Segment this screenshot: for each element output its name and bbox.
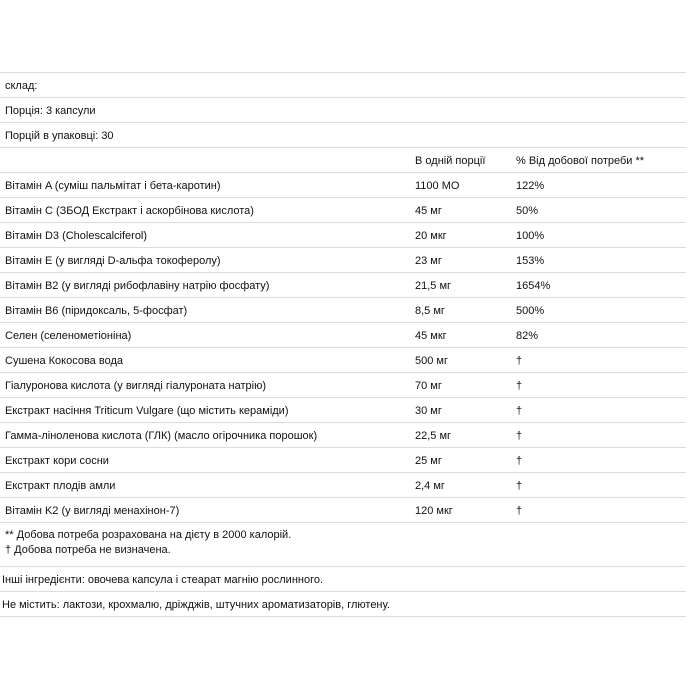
ingredient-amount: 20 мкг bbox=[415, 230, 447, 242]
ingredient-amount: 8,5 мг bbox=[415, 305, 445, 317]
ingredient-daily-value: 50% bbox=[516, 205, 539, 217]
table-header-row bbox=[0, 147, 686, 172]
column-header-amount: В одній порції bbox=[415, 155, 486, 167]
table-row bbox=[0, 197, 686, 222]
ingredient-daily-value: † bbox=[516, 455, 523, 467]
ingredient-amount: 23 мг bbox=[415, 255, 442, 267]
composition-header-row bbox=[0, 72, 686, 97]
ingredient-amount: 1100 МО bbox=[415, 180, 460, 192]
ingredient-name: Вітамін B2 (у вигляді рибофлавіну натрію фосфату) bbox=[5, 280, 270, 292]
table-row bbox=[0, 222, 686, 247]
composition-label: склад: bbox=[5, 80, 38, 92]
ingredient-amount: 70 мг bbox=[415, 380, 442, 392]
ingredient-daily-value: 153% bbox=[516, 255, 545, 267]
ingredient-daily-value: 82% bbox=[516, 330, 539, 342]
column-header-daily-value: % Від добової потреби ** bbox=[516, 155, 645, 167]
ingredient-amount: 45 мкг bbox=[415, 330, 447, 342]
ingredient-name: Вітамін C (ЗБОД Екстракт і аскорбінова кислота) bbox=[5, 205, 254, 217]
table-row bbox=[0, 497, 686, 522]
table-row bbox=[0, 272, 686, 297]
serving-size-row bbox=[0, 97, 686, 122]
ingredient-amount: 500 мг bbox=[415, 355, 448, 367]
other-ingredients: Інші інгредієнти: овочева капсула і стеарат магнію рослинного. bbox=[2, 574, 324, 586]
ingredient-daily-value: † bbox=[516, 355, 523, 367]
table-row bbox=[0, 422, 686, 447]
table-row bbox=[0, 172, 686, 197]
ingredient-amount: 22,5 мг bbox=[415, 430, 452, 442]
ingredient-name: Вітамін A (суміш пальмітат і бета-каротин) bbox=[5, 180, 221, 192]
ingredient-daily-value: † bbox=[516, 480, 523, 492]
ingredient-daily-value: 100% bbox=[516, 230, 545, 242]
ingredient-name: Вітамін B6 (піридоксаль, 5-фосфат) bbox=[5, 305, 188, 317]
ingredient-name: Екстракт плодів амли bbox=[5, 480, 116, 492]
table-row bbox=[0, 247, 686, 272]
ingredient-name: Екстракт насіння Triticum Vulgare (що містить кераміди) bbox=[5, 405, 289, 417]
ingredient-daily-value: † bbox=[516, 380, 523, 392]
ingredient-daily-value: 1654% bbox=[516, 280, 551, 292]
ingredient-amount: 2,4 мг bbox=[415, 480, 445, 492]
ingredient-amount: 25 мг bbox=[415, 455, 442, 467]
free-from: Не містить: лактози, крохмалю, дріжджів, штучних ароматизаторів, глютену. bbox=[2, 599, 390, 611]
ingredient-name: Гамма-ліноленова кислота (ГЛК) (масло огірочника порошок) bbox=[5, 430, 318, 442]
table-row bbox=[0, 322, 686, 347]
ingredient-daily-value: † bbox=[516, 505, 523, 517]
ingredient-daily-value: 122% bbox=[516, 180, 545, 192]
table-row bbox=[0, 397, 686, 422]
table-row bbox=[0, 297, 686, 322]
daily-value-footnote: ** Добова потреба розрахована на дієту в 2000 калорій. bbox=[5, 529, 292, 541]
servings-per-container: Порцій в упаковці: 30 bbox=[5, 130, 114, 142]
dagger-footnote: † Добова потреба не визначена. bbox=[5, 544, 171, 556]
ingredient-name: Вітамін D3 (Cholescalciferol) bbox=[5, 230, 148, 242]
ingredient-name: Екстракт кори сосни bbox=[5, 455, 109, 467]
ingredient-daily-value: 500% bbox=[516, 305, 545, 317]
ingredient-amount: 45 мг bbox=[415, 205, 442, 217]
ingredient-name: Селен (селенометіоніна) bbox=[5, 330, 132, 342]
ingredient-name: Вітамін K2 (у вигляді менахінон-7) bbox=[5, 505, 180, 517]
ingredient-name: Вітамін Е (у вигляді D-альфа токоферолу) bbox=[5, 255, 221, 267]
footnotes bbox=[0, 522, 686, 566]
supplement-facts-panel bbox=[0, 72, 686, 617]
table-row bbox=[0, 372, 686, 397]
free-from-row bbox=[0, 591, 686, 617]
table-row bbox=[0, 447, 686, 472]
table-row bbox=[0, 347, 686, 372]
ingredient-name: Сушена Кокосова вода bbox=[5, 355, 123, 367]
ingredient-daily-value: † bbox=[516, 405, 523, 417]
ingredient-amount: 21,5 мг bbox=[415, 280, 452, 292]
servings-per-container-row bbox=[0, 122, 686, 147]
ingredient-name: Гіалуронова кислота (у вигляді гіалуроната натрію) bbox=[5, 380, 266, 392]
table-row bbox=[0, 472, 686, 497]
ingredient-amount: 30 мг bbox=[415, 405, 442, 417]
serving-size: Порція: 3 капсули bbox=[5, 105, 96, 117]
other-ingredients-row bbox=[0, 566, 686, 591]
ingredient-amount: 120 мкг bbox=[415, 505, 453, 517]
ingredient-daily-value: † bbox=[516, 430, 523, 442]
